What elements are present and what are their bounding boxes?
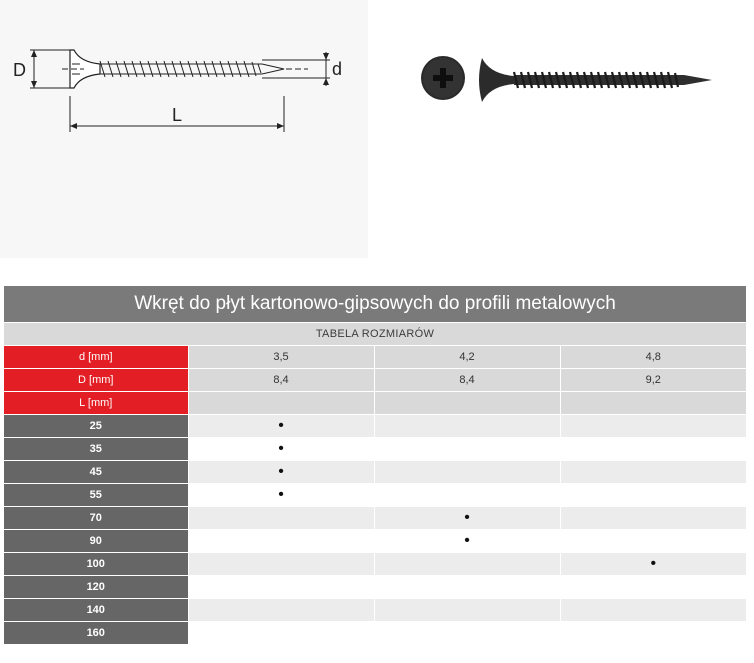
table-cell <box>560 392 746 415</box>
length-label: 35 <box>4 438 188 461</box>
table-cell: 9,2 <box>560 369 746 392</box>
availability-dot: • <box>278 440 284 457</box>
availability-cell <box>374 553 560 576</box>
availability-cell <box>374 622 560 645</box>
size-table <box>4 346 746 645</box>
screw-illustration <box>410 40 730 120</box>
availability-cell <box>188 415 374 438</box>
availability-cell <box>560 438 746 461</box>
length-label: 55 <box>4 484 188 507</box>
availability-cell <box>374 438 560 461</box>
screw-dimension-diagram <box>0 0 368 258</box>
availability-dot: • <box>464 509 470 526</box>
table-row <box>4 369 746 392</box>
row-label-D: D [mm] <box>4 369 188 392</box>
availability-dot: • <box>278 417 284 434</box>
length-label: 25 <box>4 415 188 438</box>
label-d: d <box>332 59 343 79</box>
availability-cell <box>188 438 374 461</box>
table-row <box>4 553 746 576</box>
availability-cell <box>188 530 374 553</box>
table-cell <box>188 392 374 415</box>
table-cell <box>374 392 560 415</box>
screw-photo <box>410 40 730 120</box>
label-L: L <box>171 105 183 125</box>
availability-cell <box>374 507 560 530</box>
availability-cell <box>374 461 560 484</box>
table-title: Wkręt do płyt kartonowo-gipsowych do profili metalowych <box>4 286 746 322</box>
table-row <box>4 599 746 622</box>
table-row <box>4 576 746 599</box>
availability-cell <box>188 484 374 507</box>
availability-dot: • <box>464 532 470 549</box>
row-label-L: L [mm] <box>4 392 188 415</box>
availability-cell <box>560 507 746 530</box>
table-row <box>4 622 746 645</box>
table-subtitle: TABELA ROZMIARÓW <box>4 323 746 345</box>
availability-cell <box>374 415 560 438</box>
table-row <box>4 484 746 507</box>
length-label: 70 <box>4 507 188 530</box>
availability-cell <box>560 622 746 645</box>
availability-cell <box>374 484 560 507</box>
length-label: 160 <box>4 622 188 645</box>
table-cell: 8,4 <box>374 369 560 392</box>
table-row <box>4 530 746 553</box>
availability-cell <box>188 622 374 645</box>
screw-technical-drawing <box>0 0 368 258</box>
table-cell: 3,5 <box>188 346 374 369</box>
table-row <box>4 438 746 461</box>
availability-cell <box>188 599 374 622</box>
availability-cell <box>374 599 560 622</box>
length-label: 100 <box>4 553 188 576</box>
table-cell: 8,4 <box>188 369 374 392</box>
availability-cell <box>560 576 746 599</box>
table-row <box>4 346 746 369</box>
table-row <box>4 415 746 438</box>
table-row <box>4 507 746 530</box>
label-D: D <box>13 60 26 80</box>
table-cell: 4,2 <box>374 346 560 369</box>
availability-cell <box>188 507 374 530</box>
availability-cell <box>188 576 374 599</box>
availability-dot: • <box>278 463 284 480</box>
length-label: 140 <box>4 599 188 622</box>
availability-cell <box>560 530 746 553</box>
length-label: 45 <box>4 461 188 484</box>
table-row <box>4 392 746 415</box>
availability-cell <box>188 461 374 484</box>
row-label-d: d [mm] <box>4 346 188 369</box>
availability-dot: • <box>650 555 657 572</box>
availability-cell <box>560 415 746 438</box>
availability-cell <box>560 553 746 576</box>
availability-cell <box>560 484 746 507</box>
availability-cell <box>374 576 560 599</box>
table-row <box>4 461 746 484</box>
length-label: 90 <box>4 530 188 553</box>
availability-cell <box>560 461 746 484</box>
availability-cell <box>560 599 746 622</box>
availability-cell <box>374 530 560 553</box>
table-cell: 4,8 <box>560 346 746 369</box>
availability-cell <box>188 553 374 576</box>
length-label: 120 <box>4 576 188 599</box>
availability-dot: • <box>278 486 284 503</box>
